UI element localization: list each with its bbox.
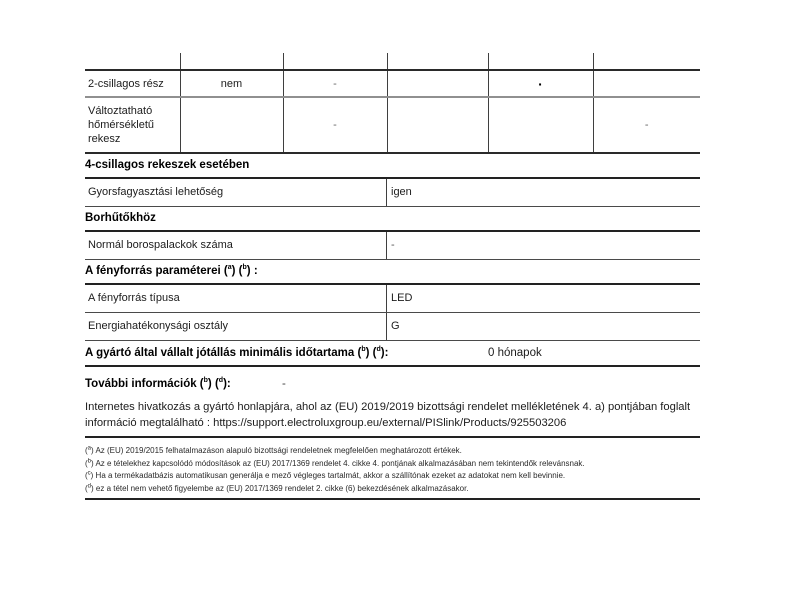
row-value: igen <box>391 186 412 198</box>
compartment-table <box>85 53 700 154</box>
footnote-c: ($^c$) Ha a termékadatbázis automatikusan generálja e mező végleges tartalmát, akkor a szállítónak ezeket az adatokat nem kell bevinnie. <box>85 470 566 480</box>
footnote-marker-c: c <box>87 470 91 477</box>
row-quick-freeze <box>85 179 700 207</box>
row-wine-bottles <box>85 232 700 260</box>
table-cell: nem <box>180 70 283 97</box>
footnote-d: ($^d$) ez a tétel nem vehető figyelembe az (EU) 2017/1369 rendelet 2. cikke (6) bekezdésének alkalmazásakor. <box>85 482 469 493</box>
table-row-two-star <box>85 70 700 97</box>
table-cell: · <box>488 70 593 97</box>
footnote-ref-b: b <box>203 377 208 385</box>
footnote-a: ($^a$) Az (EU) 2019/2015 felhatalmazáson alapuló bizottsági rendeletnek megfelelően meghatározott értékek. <box>85 445 462 455</box>
row-value: - <box>391 239 395 251</box>
row-label-cell: Változtatható hőmérsékletű rekesz <box>85 97 180 153</box>
row-label: Normál borospalackok száma <box>85 232 387 259</box>
row-label: A fényforrás típusa <box>85 285 387 312</box>
more-info-value: - <box>282 378 286 390</box>
footnotes <box>85 445 700 495</box>
row-label-cell: 2-csillagos rész <box>85 70 180 97</box>
footnote-marker-b: b <box>87 457 92 464</box>
table-cell: - <box>593 97 700 153</box>
row-value: LED <box>391 292 413 304</box>
link-paragraph: Internetes hivatkozás a gyártó honlapjára, ahol az (EU) 2019/2019 bizottsági rendelet mellékletének 4. a) pontjában foglalt információ megtalálható : https://support.electroluxgroup.eu/external/PISlink/Products/925503206 <box>85 401 691 429</box>
footnote-ref-b: b <box>242 264 247 272</box>
row-value: G <box>391 320 400 332</box>
table-cell <box>283 53 387 70</box>
section-header-light-source: A fényforrás paraméterei ($^a$) ($^b$) : <box>85 265 700 285</box>
divider <box>85 436 700 438</box>
section-header-four-star <box>85 159 700 179</box>
table-cell <box>387 53 488 70</box>
table-cell: - <box>283 97 387 153</box>
footnote-ref-b: b <box>361 346 366 354</box>
table-cell <box>387 97 488 153</box>
section-title: Borhűtőkhöz <box>85 212 156 224</box>
row-warranty <box>85 347 700 367</box>
row-energy-class <box>85 313 700 341</box>
footnote-marker-d: d <box>87 482 92 489</box>
table-cell <box>593 70 700 97</box>
row-more-info <box>85 378 700 391</box>
more-info-label: További információk ($^b$) ($^d$): <box>85 377 231 390</box>
table-cell <box>387 70 488 97</box>
table-cell <box>85 53 180 70</box>
table-cell <box>180 53 283 70</box>
footnote-marker-a: a <box>87 445 92 452</box>
footnote-ref-d: d <box>376 346 381 354</box>
divider <box>85 498 700 500</box>
section-title: 4-csillagos rekeszek esetében <box>85 159 250 171</box>
row-label: Energiahatékonysági osztály <box>85 313 387 340</box>
section-header-wine <box>85 212 700 232</box>
section-title: A fényforrás paraméterei ( <box>85 265 228 277</box>
table-row <box>85 53 700 70</box>
table-cell <box>180 97 283 153</box>
warranty-value: 0 hónapok <box>488 347 542 359</box>
footnote-ref-d: d <box>218 377 224 385</box>
table-row-variable-temp <box>85 97 700 153</box>
row-light-type <box>85 285 700 313</box>
row-label: Gyorsfagyasztási lehetőség <box>85 179 387 206</box>
table-cell: - <box>283 70 387 97</box>
footnote-b: ($^b$) Az e tételekhez kapcsolódó módosítások az (EU) 2017/1369 rendelet 4. cikke 4. pontjának alkalmazásában nem tekintendők relevánsnak. <box>85 457 585 468</box>
document-page <box>85 53 700 500</box>
footnote-ref-a: a <box>227 264 232 272</box>
warranty-label: A gyártó által vállalt jótállás minimális időtartama ($^b$) ($^d$): <box>85 346 389 359</box>
table-cell <box>593 53 700 70</box>
table-cell <box>488 97 593 153</box>
table-cell <box>488 53 593 70</box>
